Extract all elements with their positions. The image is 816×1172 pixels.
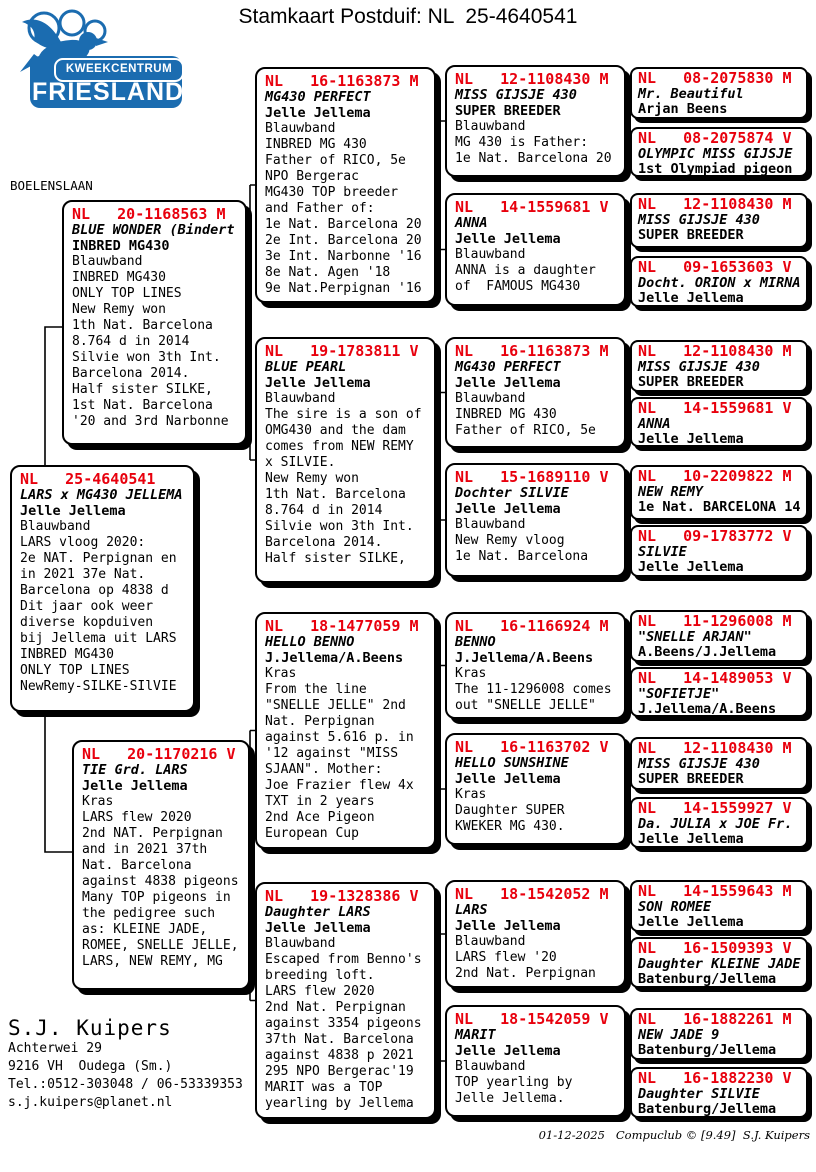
pigeon-detail: against 5.616 p. in xyxy=(265,730,414,745)
pigeon-detail: Kras xyxy=(455,666,487,681)
pigeon-detail: Nat. Barcelona xyxy=(82,858,192,873)
pigeon-detail: in 2021 37e Nat. xyxy=(20,567,146,582)
pigeon-detail: INBRED MG430 xyxy=(72,270,166,285)
pedigree-box-father xyxy=(62,200,247,445)
pigeon-name: OLYMPIC MISS GIJSJE xyxy=(638,145,793,162)
contact-line: 9216 VH Oudega (Sm.) xyxy=(8,1059,173,1074)
pigeon-owner: Jelle Jellema xyxy=(455,1043,561,1059)
pigeon-name: MARIT xyxy=(455,1027,496,1043)
pigeon-detail: ONLY TOP LINES xyxy=(20,663,130,678)
pigeon-detail: MARIT was a TOP xyxy=(265,1080,383,1095)
pigeon-detail: against 4838 p 2021 xyxy=(265,1048,414,1063)
pigeon-owner: Arjan Beens xyxy=(638,101,728,117)
pigeon-name: MISS GIJSJE 430 xyxy=(638,358,760,375)
pigeon-detail: as: KLEINE JADE, xyxy=(82,922,208,937)
pigeon-detail: 1e Nat. Barcelona 20 xyxy=(455,151,612,166)
pigeon-owner: Jelle Jellema xyxy=(265,375,371,391)
pedigree-box-g3p8 xyxy=(630,525,808,577)
footer-credit: 01-12-2025 Compuclub © [9.49] S.J. Kuipers xyxy=(538,1128,810,1142)
pigeon-detail: yearling by Jellema xyxy=(265,1096,414,1111)
pedigree-box-g3p12 xyxy=(630,797,808,848)
pigeon-detail: Kras xyxy=(82,794,114,809)
pigeon-detail: Half sister SILKE, xyxy=(265,551,406,566)
pigeon-detail: 1e Nat. Barcelona 20 xyxy=(265,217,422,232)
pigeon-detail: 2nd Nat. Perpignan xyxy=(455,966,596,981)
pigeon-name: ANNA xyxy=(638,415,671,432)
pigeon-detail: 1th Nat. Barcelona xyxy=(72,318,213,333)
pigeon-detail: breeding loft. xyxy=(265,968,375,983)
pigeon-detail: Barcelona 2014. xyxy=(72,366,190,381)
pigeon-detail: 1st Nat. Barcelona xyxy=(72,398,213,413)
pigeon-detail: Many TOP pigeons in xyxy=(82,890,231,905)
pigeon-name: MG430 PERFECT xyxy=(265,89,371,105)
pigeon-detail: LARS flew 2020 xyxy=(265,984,375,999)
pigeon-name: Daughter LARS xyxy=(265,904,371,920)
pigeon-detail: LARS flew 2020 xyxy=(82,810,192,825)
pigeon-name: "SNELLE ARJAN" xyxy=(638,628,752,645)
pedigree-box-ggp5 xyxy=(445,612,626,719)
pigeon-owner: Jelle Jellema xyxy=(638,559,744,575)
pigeon-name: MISS GIJSJE 430 xyxy=(638,755,760,772)
pigeon-name: Daughter SILVIE xyxy=(638,1085,760,1102)
ring-number: NL 14-1559681 V xyxy=(638,399,792,417)
pigeon-detail: 1e Nat. Barcelona xyxy=(455,549,589,564)
pigeon-detail: MG430 TOP breeder xyxy=(265,185,399,200)
pedigree-box-g3p13 xyxy=(630,880,808,932)
pedigree-box-ggp4 xyxy=(445,463,626,577)
pedigree-box-g3p11 xyxy=(630,737,808,790)
pigeon-detail: LARS flew '20 xyxy=(455,950,557,965)
pigeon-detail: 8.764 d in 2014 xyxy=(72,334,190,349)
pigeon-owner: Jelle Jellema xyxy=(455,375,561,391)
logo-kweekcentrum: KWEEKCENTRUM xyxy=(54,58,184,82)
pigeon-detail: INBRED MG430 xyxy=(20,647,114,662)
pedigree-box-mother xyxy=(72,740,250,990)
pigeon-name: ANNA xyxy=(455,215,488,231)
pigeon-detail: From the line xyxy=(265,682,367,697)
pigeon-owner: J.Jellema/A.Beens xyxy=(638,701,777,717)
pigeon-owner: Jelle Jellema xyxy=(82,778,188,794)
pigeon-detail: Kras xyxy=(265,666,297,681)
pigeon-detail: Blauwband xyxy=(265,936,336,951)
pigeon-owner: Jelle Jellema xyxy=(638,831,744,847)
pigeon-detail: The 11-1296008 comes xyxy=(455,682,612,697)
pigeon-detail: comes from NEW REMY xyxy=(265,439,414,454)
pigeon-owner: Jelle Jellema xyxy=(455,501,561,517)
pigeon-owner: Jelle Jellema xyxy=(265,920,371,936)
pigeon-detail: bij Jellema uit LARS xyxy=(20,631,177,646)
pigeon-detail: Blauwband xyxy=(265,391,336,406)
pedigree-box-g3p3 xyxy=(630,193,808,248)
pigeon-owner: Jelle Jellema xyxy=(265,105,371,121)
pigeon-name: SILVIE xyxy=(638,543,687,560)
ring-number: NL 18-1542052 M xyxy=(455,885,609,903)
pigeon-owner: Jelle Jellema xyxy=(455,771,561,787)
pigeon-detail: 2e NAT. Perpignan en xyxy=(20,551,177,566)
pedigree-box-ggp2 xyxy=(445,193,626,306)
pigeon-detail: 1th Nat. Barcelona xyxy=(265,487,406,502)
pigeon-detail: Daughter SUPER xyxy=(455,803,565,818)
pigeon-detail: 2nd NAT. Perpignan xyxy=(82,826,223,841)
pigeon-owner: Batenburg/Jellema xyxy=(638,1042,777,1058)
pigeon-detail: INBRED MG 430 xyxy=(265,137,367,152)
page-title: Stamkaart Postduif: NL 25-4640541 xyxy=(238,5,578,28)
pigeon-detail: OMG430 and the dam xyxy=(265,423,406,438)
ring-number: NL 14-1559681 V xyxy=(455,198,609,216)
pigeon-detail: LARS vloog 2020: xyxy=(20,535,146,550)
pigeon-name: LARS x MG430 JELLEMA xyxy=(20,487,183,503)
contact-name: S.J. Kuipers xyxy=(8,1016,172,1040)
pigeon-detail: Barcelona op 4838 d xyxy=(20,583,169,598)
pigeon-owner: SUPER BREEDER xyxy=(455,103,561,119)
pigeon-name: NEW JADE 9 xyxy=(638,1026,720,1043)
pedigree-box-g3p7 xyxy=(630,465,808,520)
contact-line: Tel.:0512-303048 / 06-53339353 xyxy=(8,1077,243,1092)
ring-number: NL 14-1489053 V xyxy=(638,669,792,687)
pigeon-owner: J.Jellema/A.Beens xyxy=(455,650,594,666)
pigeon-detail: Jelle Jellema. xyxy=(455,1091,565,1106)
pedigree-box-ggp8 xyxy=(445,1005,626,1117)
pigeon-owner: Jelle Jellema xyxy=(455,231,561,247)
ring-number: NL 14-1559643 M xyxy=(638,882,792,900)
pigeon-detail: ONLY TOP LINES xyxy=(72,286,182,301)
pigeon-owner: Jelle Jellema xyxy=(20,503,126,519)
pedigree-box-g3p5 xyxy=(630,340,808,392)
pigeon-detail: KWEKER MG 430. xyxy=(455,819,565,834)
pigeon-detail: Silvie won 3th Int. xyxy=(72,350,221,365)
pigeon-detail: out "SNELLE JELLE" xyxy=(455,698,596,713)
pigeon-detail: Father of RICO, 5e xyxy=(455,423,596,438)
logo-friesland: FRIESLAND xyxy=(32,78,185,106)
pigeon-name: Daughter KLEINE JADE xyxy=(638,955,801,972)
pigeon-detail: "SNELLE JELLE" 2nd xyxy=(265,698,406,713)
ring-number: NL 12-1108430 M xyxy=(638,342,792,360)
pedigree-box-g3p9 xyxy=(630,610,808,662)
pigeon-detail: Blauwband xyxy=(455,1059,526,1074)
pigeon-name: MISS GIJSJE 430 xyxy=(638,211,760,228)
ring-number: NL 20-1168563 M xyxy=(72,205,226,223)
pedigree-box-gp4 xyxy=(255,882,436,1119)
pigeon-owner: A.Beens/J.Jellema xyxy=(638,644,777,660)
pigeon-detail: MG 430 is Father: xyxy=(455,135,589,150)
pigeon-detail: European Cup xyxy=(265,826,359,841)
ring-number: NL 11-1296008 M xyxy=(638,612,792,630)
ring-number: NL 18-1477059 M xyxy=(265,617,419,635)
pigeon-name: Da. JULIA x JOE Fr. xyxy=(638,815,793,832)
pedigree-box-ggp6 xyxy=(445,733,626,845)
pigeon-detail: Kras xyxy=(455,787,487,802)
ring-number: NL 16-1163702 V xyxy=(455,738,609,756)
ring-number: NL 08-2075830 M xyxy=(638,69,792,87)
pigeon-name: MISS GIJSJE 430 xyxy=(455,87,577,103)
pedigree-box-gp2 xyxy=(255,337,436,583)
pigeon-detail: against 3354 pigeons xyxy=(265,1016,422,1031)
pigeon-owner: Jelle Jellema xyxy=(638,431,744,447)
pedigree-box-g3p14 xyxy=(630,937,808,988)
pigeon-name: "SOFIETJE" xyxy=(638,685,720,702)
pigeon-name: LARS xyxy=(455,902,488,918)
ring-number: NL 08-2075874 V xyxy=(638,129,792,147)
pedigree-box-g3p6 xyxy=(630,397,808,447)
pigeon-detail: The sire is a son of xyxy=(265,407,422,422)
pedigree-box-g3p16 xyxy=(630,1067,808,1118)
pigeon-detail: TXT in 2 years xyxy=(265,794,375,809)
pigeon-detail: 37th Nat. Barcelona xyxy=(265,1032,414,1047)
pigeon-detail: '20 and 3rd Narbonne xyxy=(72,414,229,429)
pigeon-detail: '12 against "MISS xyxy=(265,746,399,761)
pigeon-detail: Dit jaar ook weer xyxy=(20,599,154,614)
pedigree-box-g3p2 xyxy=(630,127,808,177)
pedigree-box-ggp3 xyxy=(445,337,626,448)
pigeon-owner: SUPER BREEDER xyxy=(638,771,744,787)
pigeon-detail: TOP yearling by xyxy=(455,1075,573,1090)
pedigree-box-g3p1 xyxy=(630,67,808,119)
ring-number: NL 18-1542059 V xyxy=(455,1010,609,1028)
pigeon-detail: and in 2021 37th xyxy=(82,842,208,857)
pedigree-box-ggp7 xyxy=(445,880,626,988)
pigeon-name: TIE Grd. LARS xyxy=(82,762,188,778)
pigeon-detail: 295 NPO Bergerac'19 xyxy=(265,1064,414,1079)
pigeon-detail: ROMEE, SNELLE JELLE, xyxy=(82,938,239,953)
pedigree-box-g3p15 xyxy=(630,1008,808,1060)
pigeon-name: Dochter SILVIE xyxy=(455,485,569,501)
pigeon-detail: 8e Nat. Agen '18 xyxy=(265,265,391,280)
pigeon-name: HELLO BENNO xyxy=(265,634,355,650)
pigeon-owner: 1e Nat. BARCELONA 14 xyxy=(638,499,801,515)
pigeon-detail: Escaped from Benno's xyxy=(265,952,422,967)
pigeon-detail: SJAAN". Mother: xyxy=(265,762,383,777)
pedigree-box-gp1 xyxy=(255,67,436,303)
pigeon-detail: 2nd Nat. Perpignan xyxy=(265,1000,406,1015)
pigeon-detail: 9e Nat.Perpignan '16 xyxy=(265,281,422,296)
ring-number: NL 16-1166924 M xyxy=(455,617,609,635)
pigeon-owner: SUPER BREEDER xyxy=(638,374,744,390)
pigeon-detail: New Remy vloog xyxy=(455,533,565,548)
ring-number: NL 12-1108430 M xyxy=(455,70,609,88)
pigeon-detail: Blauwband xyxy=(265,121,336,136)
ring-number: NL 16-1509393 V xyxy=(638,939,792,957)
pigeon-detail: 3e Int. Narbonne '16 xyxy=(265,249,422,264)
ring-number: NL 09-1783772 V xyxy=(638,527,792,545)
pigeon-owner: Jelle Jellema xyxy=(638,914,744,930)
contact-block xyxy=(8,1016,243,1112)
pigeon-owner: Jelle Jellema xyxy=(455,918,561,934)
pigeon-owner: INBRED MG430 xyxy=(72,238,170,254)
pedigree-box-ggp1 xyxy=(445,65,626,177)
pigeon-detail: ANNA is a daughter xyxy=(455,263,596,278)
ring-number: NL 10-2209822 M xyxy=(638,467,792,485)
pedigree-box-g3p10 xyxy=(630,667,808,717)
pigeon-owner: 1st Olympiad pigeon xyxy=(638,161,793,177)
pigeon-detail: x SILVIE. xyxy=(265,455,336,470)
pigeon-detail: the pedigree such xyxy=(82,906,216,921)
ring-number: NL 19-1328386 V xyxy=(265,887,419,905)
pigeon-detail: and Father of: xyxy=(265,201,375,216)
pigeon-name: Docht. ORION x MIRNA xyxy=(638,274,801,291)
location-label: BOELENSLAAN xyxy=(10,178,93,193)
pigeon-detail: Blauwband xyxy=(72,254,143,269)
pigeon-detail: Father of RICO, 5e xyxy=(265,153,406,168)
pigeon-name: BLUE PEARL xyxy=(265,359,347,375)
ring-number: NL 15-1689110 V xyxy=(455,468,609,486)
pigeon-detail: Joe Frazier flew 4x xyxy=(265,778,414,793)
pigeon-detail: Half sister SILKE, xyxy=(72,382,213,397)
ring-number: NL 12-1108430 M xyxy=(638,195,792,213)
pigeon-detail: 2e Int. Barcelona 20 xyxy=(265,233,422,248)
ring-number: NL 16-1882230 V xyxy=(638,1069,792,1087)
pigeon-detail: LARS, NEW REMY, MG xyxy=(82,954,223,969)
ring-number: NL 20-1170216 V xyxy=(82,745,236,763)
pigeon-owner: Batenburg/Jellema xyxy=(638,1101,777,1117)
pigeon-owner: J.Jellema/A.Beens xyxy=(265,650,404,666)
pigeon-detail: of FAMOUS MG430 xyxy=(455,279,581,294)
contact-email: s.j.kuipers@planet.nl xyxy=(8,1095,173,1110)
pigeon-name: Mr. Beautiful xyxy=(638,85,744,102)
pigeon-detail: New Remy won xyxy=(265,471,359,486)
pigeon-owner: SUPER BREEDER xyxy=(638,227,744,243)
pigeon-name: BENNO xyxy=(455,634,496,650)
pigeon-detail: Blauwband xyxy=(455,517,526,532)
pedigree-box-g3p4 xyxy=(630,256,808,307)
ring-number: NL 16-1163873 M xyxy=(265,72,419,90)
pigeon-name: SON ROMEE xyxy=(638,898,712,915)
pigeon-name: BLUE WONDER (Bindert xyxy=(72,222,235,238)
pigeon-detail: New Remy won xyxy=(72,302,166,317)
pigeon-detail: Blauwband xyxy=(455,391,526,406)
pigeon-name: NEW REMY xyxy=(638,483,704,500)
ring-number: NL 16-1882261 M xyxy=(638,1010,792,1028)
ring-number: NL 25-4640541 xyxy=(20,470,156,488)
ring-number: NL 19-1783811 V xyxy=(265,342,419,360)
ring-number: NL 12-1108430 M xyxy=(638,739,792,757)
pigeon-detail: NewRemy-SILKE-SIlVIE xyxy=(20,679,177,694)
pigeon-detail: Blauwband xyxy=(455,119,526,134)
pedigree-box-subject xyxy=(10,465,195,712)
pigeon-owner: Batenburg/Jellema xyxy=(638,971,777,987)
pigeon-detail: Blauwband xyxy=(455,934,526,949)
pigeon-detail: NPO Bergerac xyxy=(265,169,359,184)
contact-line: Achterwei 29 xyxy=(8,1041,102,1056)
pigeon-detail: Barcelona 2014. xyxy=(265,535,383,550)
pigeon-detail: Silvie won 3th Int. xyxy=(265,519,414,534)
pigeon-owner: Jelle Jellema xyxy=(638,290,744,306)
pigeon-detail: Blauwband xyxy=(455,247,526,262)
ring-number: NL 09-1653603 V xyxy=(638,258,792,276)
pigeon-detail: INBRED MG 430 xyxy=(455,407,557,422)
pigeon-detail: against 4838 pigeons xyxy=(82,874,239,889)
pigeon-name: MG430 PERFECT xyxy=(455,359,561,375)
pigeon-detail: 2nd Ace Pigeon xyxy=(265,810,375,825)
ring-number: NL 14-1559927 V xyxy=(638,799,792,817)
friesland-logo xyxy=(12,8,184,120)
ring-number: NL 16-1163873 M xyxy=(455,342,609,360)
pigeon-detail: Nat. Perpignan xyxy=(265,714,375,729)
pigeon-name: HELLO SUNSHINE xyxy=(455,755,569,771)
pigeon-detail: diverse kopduiven xyxy=(20,615,154,630)
pigeon-detail: Blauwband xyxy=(20,519,91,534)
pigeon-detail: 8.764 d in 2014 xyxy=(265,503,383,518)
pedigree-box-gp3 xyxy=(255,612,436,849)
